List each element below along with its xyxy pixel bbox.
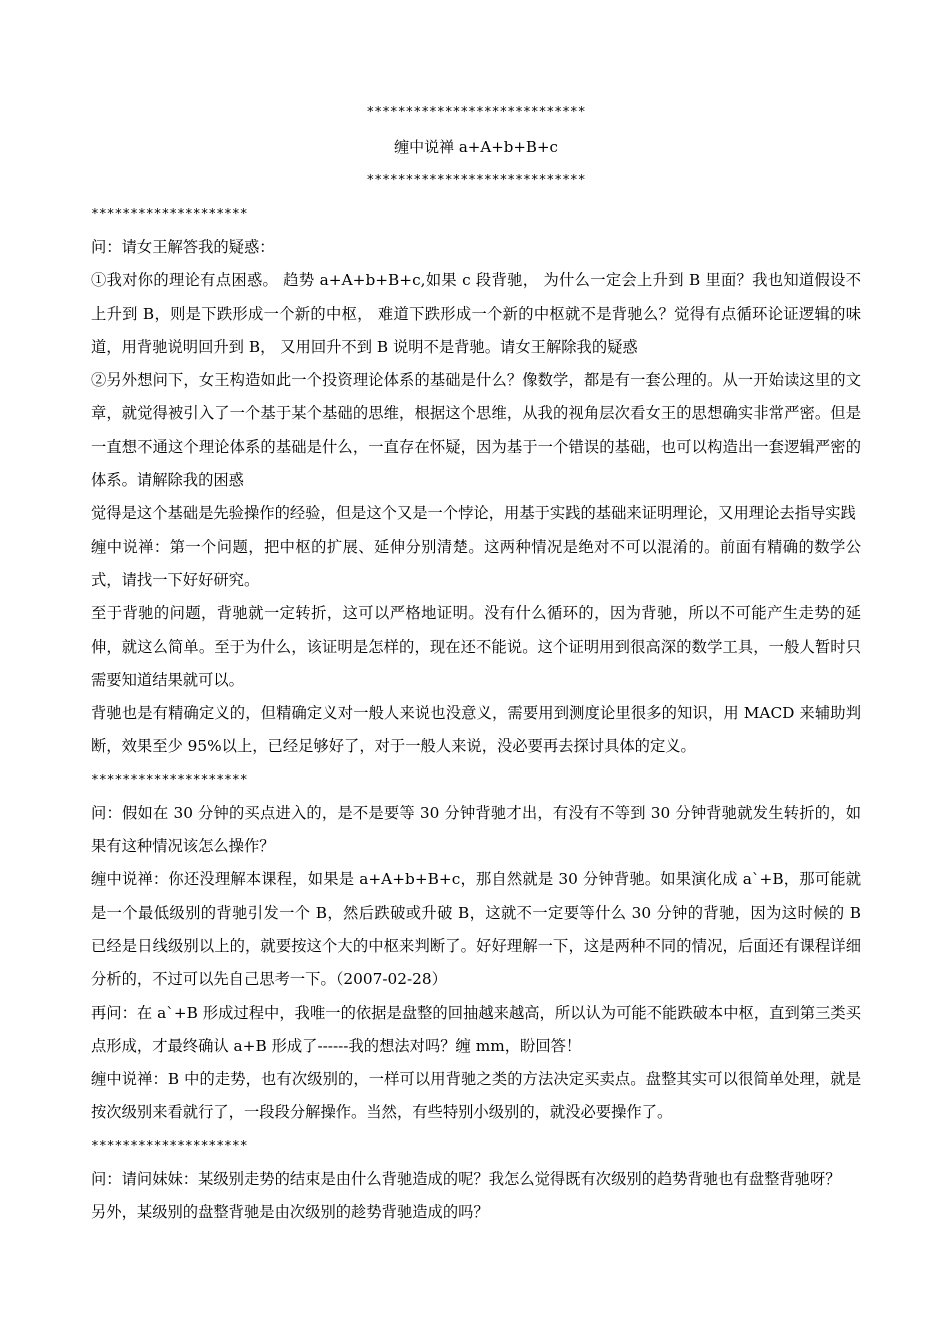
qa-section-2	[91, 764, 861, 1130]
section-separator: ********************	[91, 207, 248, 222]
question-text: 问：假如在 30 分钟的买点进入的，是不是要等 30 分钟背驰才出，有没有不等到 30 分钟背驰就发生转折的，如果有这种情况该怎么操作？	[91, 803, 861, 856]
header-stars-bottom: ****************************	[366, 173, 586, 188]
question-text: 问：请问妹妹：某级别走势的结束是由什么背驰造成的呢？我怎么觉得既有次级别的趋势背驰也有盘整背驰呀？	[91, 1169, 841, 1188]
question-text: 问：请女王解答我的疑惑：	[91, 238, 275, 256]
question-point-1: ①我对你的理论有点困惑。 趋势 a+A+b+B+c,如果 c 段背驰， 为什么一定会上升到 B 里面？我也知道假设不上升到 B，则是下跌形成一个新的中枢， 难道下跌形成一个新的中枢就不是背驰么？觉得有点循环论证逻辑的味道，用背驰说明回升到 B， 又用回升不到 B 说明不是背驰。请女王解除我的疑惑	[91, 271, 861, 356]
question-point-2: ②另外想问下，女王构造如此一个投资理论体系的基础是什么？像数学，都是有一套公理的。从一开始读这里的文章，就觉得被引入了一个基于某个基础的思维，根据这个思维，从我的视角层次看女王的思想确实非常严密。但是一直想不通这个理论体系的基础是什么，一直存在怀疑，因为基于一个错误的基础，也可以构造出一套逻辑严密的体系。请解除我的困惑	[91, 371, 861, 490]
followup-question-text: 再问：在 a`+B 形成过程中，我唯一的依据是盘整的回抽越来越高，所以认为可能不能跌破本中枢，直到第三类买点形成，才最终确认 a+B 形成了------我的想法对吗？缠 mm，盼回答！	[91, 1003, 861, 1055]
question-followup: 另外，某级别的盘整背驰是由次级别的趁势背驰造成的吗？	[91, 1203, 489, 1222]
section-separator: ********************	[91, 1138, 248, 1154]
qa-section-1	[91, 198, 861, 764]
answer-text: 缠中说禅：你还没理解本课程，如果是 a+A+b+B+c，那自然就是 30 分钟背驰。如果演化成 a`+B，那可能就是一个最低级别的背驰引发一个 B，然后跌破或升破 B，这就不一定要等什么 30 分钟的背驰，因为这时候的 B 已经是日线级别以上的，就要按这个大的中枢来判断了。好好理解一下，这是两种不同的情况，后面还有课程详细分析的，不过可以先自己思考一下。（2007-02-28）	[91, 870, 861, 989]
document-page	[91, 96, 861, 1229]
answer-paragraph: 背驰也是有精确定义的，但精确定义对一般人来说也没意义，需要用到测度论里很多的知识，用 MACD 来辅助判断，效果至少 95%以上，已经足够好了，对于一般人来说，没必要再去探讨具体的定义。	[91, 704, 861, 756]
document-title: 缠中说禅 a+A+b+B+c	[394, 138, 558, 156]
qa-section-3	[91, 1130, 861, 1230]
question-followup: 觉得是这个基础是先验操作的经验，但是这个又是一个悖论，用基于实践的基础来证明理论，又用理论去指导实践	[91, 504, 856, 523]
section-separator: ********************	[91, 772, 248, 788]
header-stars-top: ****************************	[366, 105, 586, 120]
answer-paragraph: 至于背驰的问题，背驰就一定转折，这可以严格地证明。没有什么循环的，因为背驰，所以不可能产生走势的延伸，就这么简单。至于为什么，该证明是怎样的，现在还不能说。这个证明用到很高深的数学工具，一般人暂时只需要知道结果就可以。	[91, 604, 861, 689]
answer-text: 缠中说禅：B 中的走势，也有次级别的，一样可以用背驰之类的方法决定买卖点。盘整其实可以很简单处理，就是按次级别来看就行了，一段段分解操作。当然，有些特别小级别的，就没必要操作了。	[91, 1070, 861, 1122]
answer-text: 缠中说禅：第一个问题，把中枢的扩展、延伸分别清楚。这两种情况是绝对不可以混淆的。前面有精确的数学公式，请找一下好好研究。	[91, 537, 861, 589]
